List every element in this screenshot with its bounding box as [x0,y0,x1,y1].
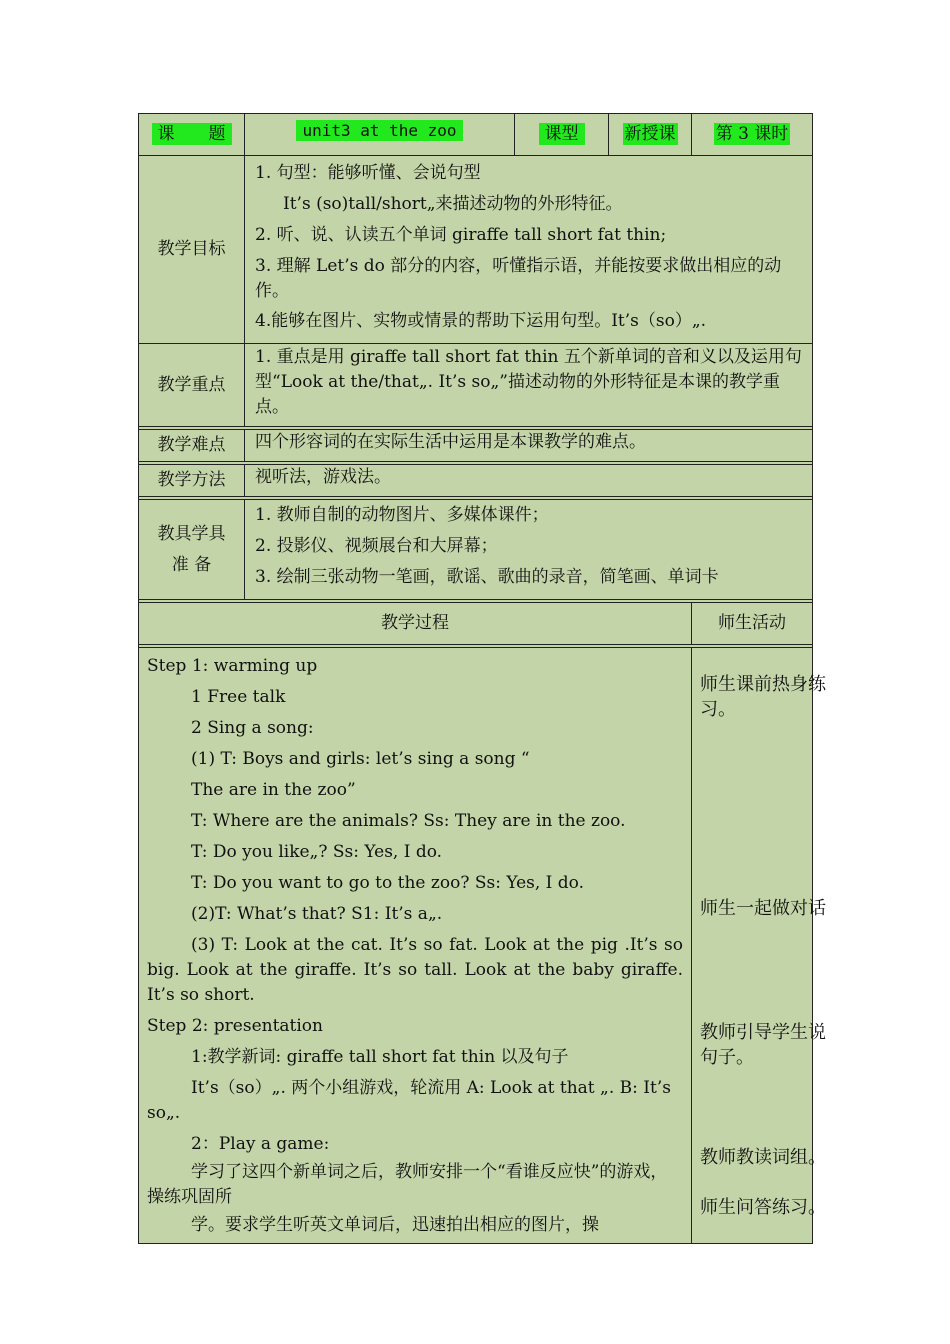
objective-line: 2. 听、说、认读五个单词 giraffe tall short fat thin; [255,225,667,245]
activity-content [692,648,826,1244]
step-title: Step 1: warming up [147,656,318,676]
process-line: 2：Play a game: [191,1134,330,1154]
process-line: T: Where are the animals? Ss: They are in the zoo. [191,811,626,831]
lesson-plan-table [138,113,826,1244]
material-line: 2. 投影仪、视频展台和大屏幕； [255,536,498,556]
type-label: 课型 [539,123,585,145]
materials-label: 教具学具 [157,523,226,544]
topic-label-cell [139,114,245,156]
process-line: 学。要求学生听英文单词后，迅速拍出相应的图片，操 [191,1215,599,1235]
step-title: Step 2: presentation [147,1016,323,1036]
objectives-content [245,156,813,344]
objective-line: 3. 理解 Let’s do 部分的内容，听懂指示语，并能按要求做出相应的动作。 [255,256,782,301]
process-line: 1 Free talk [191,687,286,707]
topic-label: 课 题 [152,123,232,145]
process-line: (2)T: What’s that? S1: It’s a„. [191,904,443,924]
topic-value-cell [245,114,515,156]
difficulties-label: 教学难点 [139,430,245,462]
topic-value: unit3 at the zoo [296,120,462,141]
material-line: 3. 绘制三张动物一笔画，歌谣、歌曲的录音，简笔画、单词卡 [255,567,719,587]
materials-label-2: 准 备 [171,554,212,575]
material-line: 1. 教师自制的动物图片、多媒体课件； [255,505,549,525]
process-line: T: Do you want to go to the zoo? Ss: Yes, I do. [191,873,585,893]
activity-note: 师生课前热身练习。 [700,674,826,720]
activity-note: 教师引导学生说句子。 [700,1022,826,1068]
process-line: (3) T: Look at the cat. It’s so fat. Look at the pig .It’s so big. Look at the giraffe. It’s so tall. Look at the baby giraffe. It’s so short. [147,935,683,1005]
activity-note: 师生一起做对话 [700,898,826,919]
period-cell [692,114,813,156]
objective-line: It’s (so)tall/short„来描述动物的外形特征。 [283,194,623,214]
process-header: 教学过程 [139,603,692,645]
objective-line: 1. 句型：能够听懂、会说句型 [255,163,481,183]
key-points-label: 教学重点 [139,344,245,427]
process-line: 学习了这四个新单词之后，教师安排一个“看谁反应快”的游戏，操练巩固所 [147,1162,668,1207]
type-label-cell [515,114,609,156]
objective-line: 4.能够在图片、实物或情景的帮助下运用句型。It’s（so）„. [255,311,707,331]
activity-header: 师生活动 [692,603,813,645]
methods-text: 视听法，游戏法。 [245,465,813,497]
process-line: 2 Sing a song: [191,718,314,738]
key-points-text: 1. 重点是用 giraffe tall short fat thin 五个新单词的音和义以及运用句型“Look at the/that„. It’s so„”描述动物的外形特征是本课的教学重点。 [245,344,813,427]
activity-note: 教师教读词组。 [700,1147,826,1168]
activity-note: 师生问答练习。 [700,1197,826,1218]
process-line: (1) T: Boys and girls: let’s sing a song “ [191,749,530,769]
materials-label-cell [139,500,245,600]
difficulties-text: 四个形容词的在实际生活中运用是本课教学的难点。 [245,430,813,462]
process-content [139,648,692,1244]
type-value: 新授课 [624,124,676,144]
process-line: The are in the zoo” [191,780,356,800]
materials-content [245,500,813,600]
objectives-label: 教学目标 [139,156,245,344]
process-line: 1:教学新词: giraffe tall short fat thin 以及句子 [191,1047,569,1067]
period-value: 第 3 课时 [715,124,789,144]
process-line: T: Do you like„? Ss: Yes, I do. [191,842,443,862]
process-line: It’s（so）„. 两个小组游戏，轮流用 A: Look at that „. B: It’s so„. [147,1078,671,1123]
methods-label: 教学方法 [139,465,245,497]
type-value-cell [609,114,692,156]
